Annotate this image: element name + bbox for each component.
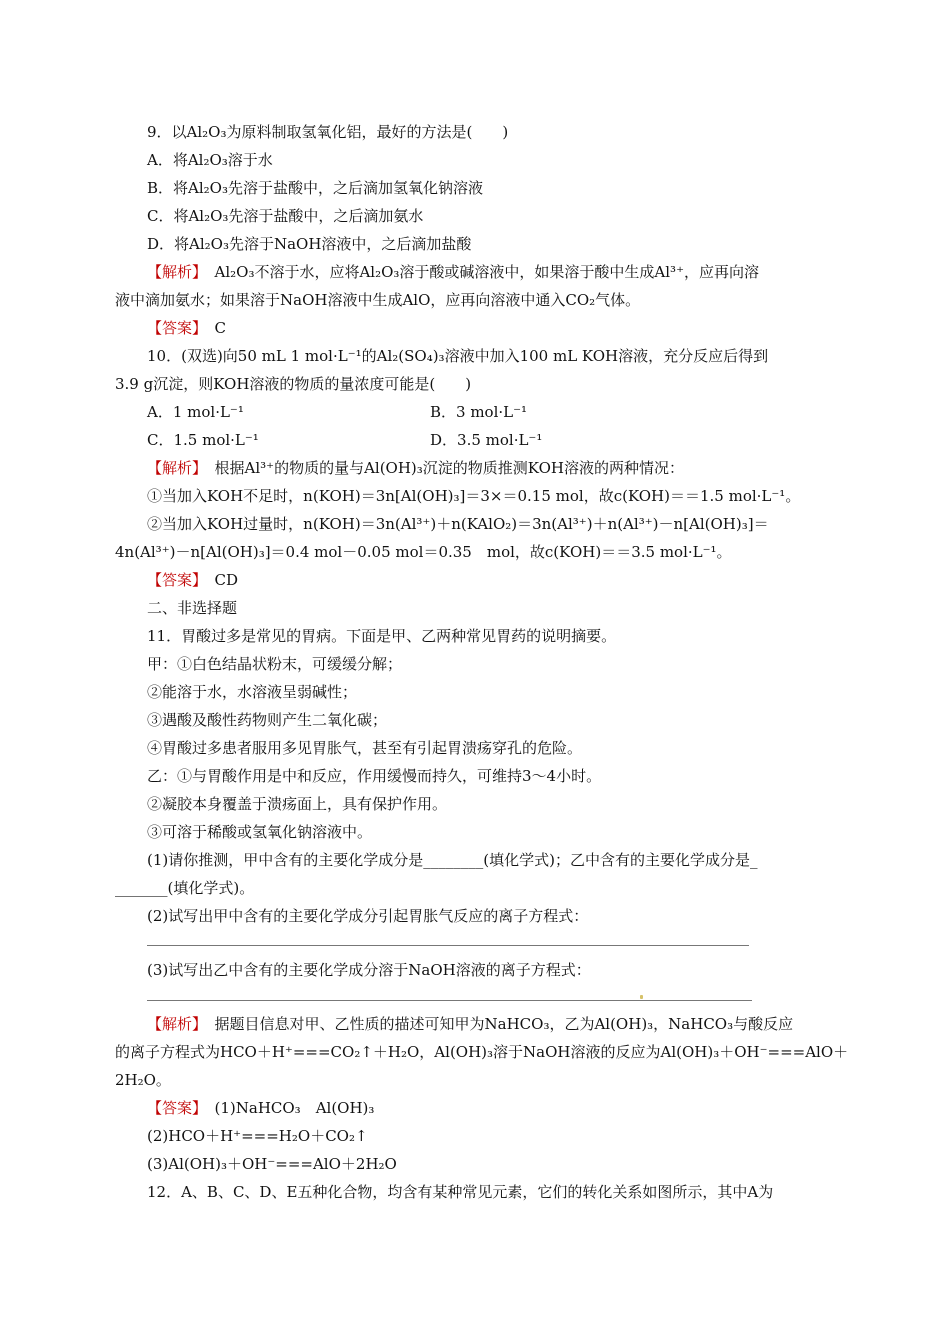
q9-analysis-line-1	[147, 262, 759, 282]
question-11-stem: 11．胃酸过多是常见的胃病。下面是甲、乙两种常见胃药的说明摘要。	[147, 627, 617, 645]
q9-analysis-text-1: Al₂O₃不溶于水，应将Al₂O₃溶于酸或碱溶液中，如果溶于酸中生成Al³⁺，应再向溶	[199, 263, 759, 281]
q9-option-a: A．将Al₂O₃溶于水	[147, 151, 273, 169]
section-heading: 二、非选择题	[147, 599, 238, 617]
q10-option-a: A．1 mol·L⁻¹	[147, 403, 244, 421]
q10-answer-value: CD	[199, 571, 239, 589]
answer-label: 【答案】	[147, 1099, 200, 1117]
question-9-stem: 9．以Al₂O₃为原料制取氢氧化铝，最好的方法是( )	[147, 123, 509, 141]
q11-yi-line-2: ②凝胶本身覆盖于溃疡面上，具有保护作用。	[147, 795, 448, 813]
answer-label: 【答案】	[147, 571, 200, 589]
q9-option-c: C．将Al₂O₃先溶于盐酸中，之后滴加氨水	[147, 207, 424, 225]
analysis-label: 【解析】	[147, 459, 200, 477]
q9-option-b: B．将Al₂O₃先溶于盐酸中，之后滴加氢氧化钠溶液	[147, 179, 483, 197]
q11-part-3: (3)试写出乙中含有的主要化学成分溶于NaOH溶液的离子方程式：	[147, 961, 591, 979]
q11-jia-line-4: ④胃酸过多患者服用多见胃胀气，甚至有引起胃溃疡穿孔的危险。	[147, 739, 583, 757]
q11-answer-line-3: (3)Al(OH)₃＋OH⁻===AlO＋2H₂O	[147, 1155, 397, 1173]
analysis-label: 【解析】	[147, 1015, 200, 1033]
analysis-label: 【解析】	[147, 263, 200, 281]
question-10-stem-1: 10．(双选)向50 mL 1 mol·L⁻¹的Al₂(SO₄)₃溶液中加入100 mL KOH溶液，充分反应后得到	[147, 347, 769, 365]
q10-analysis-text-1: 根据Al³⁺的物质的量与Al(OH)₃沉淀的物质推测KOH溶液的两种情况：	[199, 459, 684, 477]
q10-analysis-line-2: ①当加入KOH不足时，n(KOH)＝3n[Al(OH)₃]＝3×＝0.15 mol，故c(KOH)＝＝1.5 mol·L⁻¹。	[147, 487, 801, 505]
q9-analysis-line-2: 液中滴加氨水；如果溶于NaOH溶液中生成AlO，应再向溶液中通入CO₂气体。	[115, 291, 641, 309]
q10-option-d: D．3.5 mol·L⁻¹	[430, 431, 543, 449]
q11-answer-line-1	[147, 1098, 374, 1118]
q11-yi-line-1: 乙：①与胃酸作用是中和反应，作用缓慢而持久，可维持3～4小时。	[147, 767, 602, 785]
question-12-stem: 12．A、B、C、D、E五种化合物，均含有某种常见元素，它们的转化关系如图所示，其中A为	[147, 1183, 774, 1201]
scan-speck	[640, 995, 643, 999]
q11-jia-line-1: 甲：①白色结晶状粉末，可缓缓分解；	[147, 655, 403, 673]
q11-jia-line-2: ②能溶于水，水溶液呈弱碱性；	[147, 683, 358, 701]
q11-yi-line-3: ③可溶于稀酸或氢氧化钠溶液中。	[147, 823, 373, 841]
q11-analysis-line-3: 2H₂O。	[115, 1071, 171, 1089]
q11-analysis-line-1	[147, 1014, 793, 1034]
q10-option-b: B．3 mol·L⁻¹	[430, 403, 528, 421]
answer-label: 【答案】	[147, 319, 200, 337]
question-10-stem-2: 3.9 g沉淀，则KOH溶液的物质的量浓度可能是( )	[115, 375, 472, 393]
answer-blank-line	[147, 1000, 752, 1001]
q11-part-1-line-1: (1)请你推测，甲中含有的主要化学成分是________(填化学式)；乙中含有的主要化学成分是_	[147, 851, 758, 869]
q11-jia-line-3: ③遇酸及酸性药物则产生二氧化碳；	[147, 711, 388, 729]
q9-answer	[147, 318, 226, 338]
q11-answer-value-1: (1)NaHCO₃ Al(OH)₃	[199, 1099, 375, 1117]
q10-answer	[147, 570, 238, 590]
q11-analysis-text-1: 据题目信息对甲、乙性质的描述可知甲为NaHCO₃，乙为Al(OH)₃，NaHCO₃与酸反应	[199, 1015, 794, 1033]
q10-analysis-line-4: 4n(Al³⁺)－n[Al(OH)₃]＝0.4 mol－0.05 mol＝0.35 mol，故c(KOH)＝＝3.5 mol·L⁻¹。	[115, 543, 732, 561]
q11-part-1-line-2: _______(填化学式)。	[115, 879, 255, 897]
q11-answer-line-2: (2)HCO＋H⁺===H₂O＋CO₂↑	[147, 1127, 368, 1145]
answer-blank-line	[147, 945, 749, 946]
q10-analysis-line-3: ②当加入KOH过量时，n(KOH)＝3n(Al³⁺)＋n(KAlO₂)＝3n(Al³⁺)＋n(Al³⁺)－n[Al(OH)₃]＝	[147, 515, 769, 533]
q9-option-d: D．将Al₂O₃先溶于NaOH溶液中，之后滴加盐酸	[147, 235, 472, 253]
q10-analysis-line-1	[147, 458, 684, 478]
q9-answer-value: C	[199, 319, 226, 337]
q10-option-c: C．1.5 mol·L⁻¹	[147, 431, 259, 449]
q11-part-2: (2)试写出甲中含有的主要化学成分引起胃胀气反应的离子方程式：	[147, 907, 589, 925]
q11-analysis-line-2: 的离子方程式为HCO＋H⁺===CO₂↑＋H₂O，Al(OH)₃溶于NaOH溶液的反应为Al(OH)₃＋OH⁻===AlO＋	[115, 1043, 849, 1061]
